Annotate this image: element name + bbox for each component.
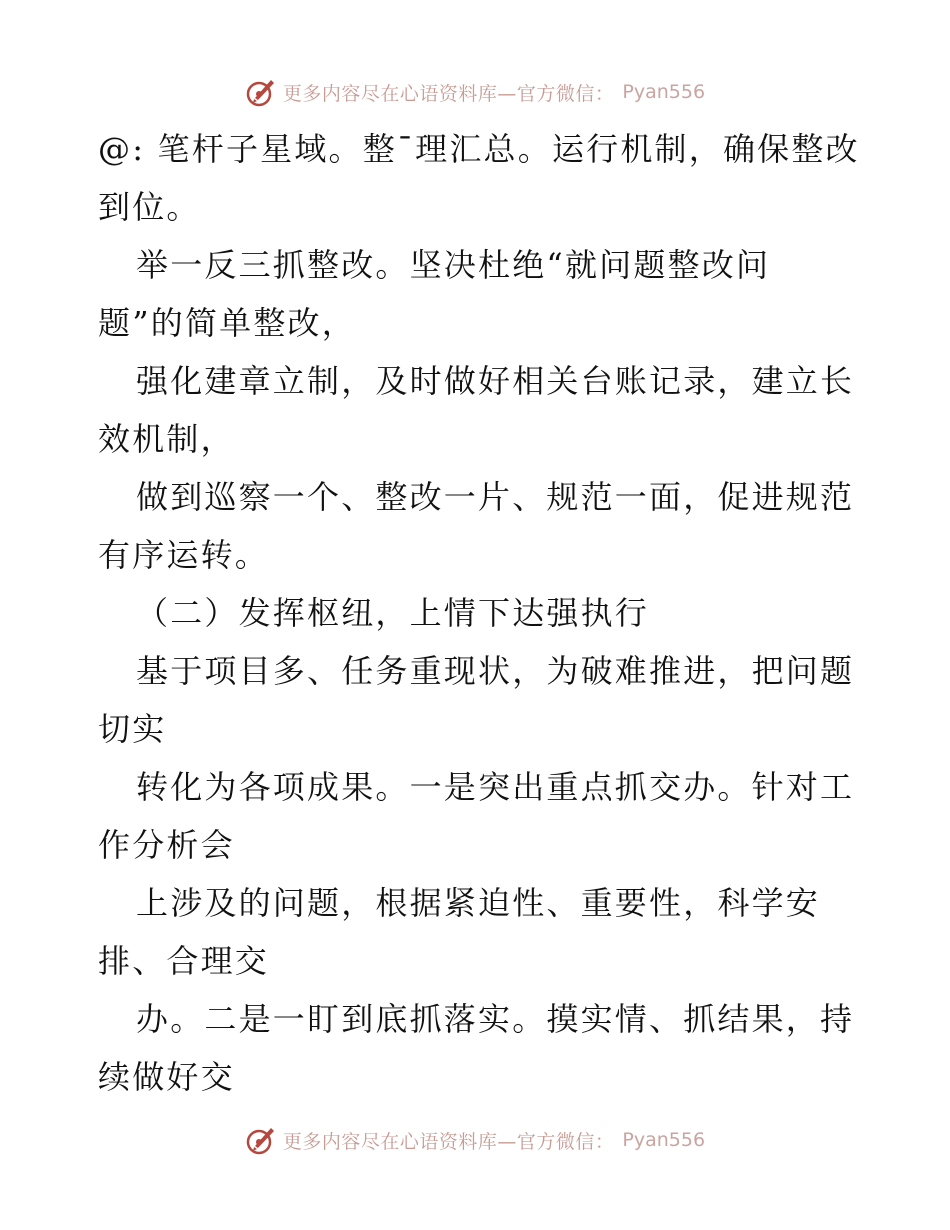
section-heading: （二）发挥枢纽，上情下达强执行 [136, 594, 650, 632]
text-line: @: 笔杆子星域。整¯理汇总。运行机制，确保整改 [98, 130, 860, 168]
text-line: 做到巡察一个、整改一片、规范一面，促进规范 [136, 478, 855, 516]
watermark-text: 更多内容尽在心语资料库—官方微信： [282, 1130, 615, 1153]
text-line: 上涉及的问题，根据紧迫性、重要性，科学安 [136, 884, 821, 922]
text-line: 效机制， [98, 420, 235, 458]
text-line: 作分析会 [98, 826, 235, 864]
watermark-id: Pyan556 [622, 1129, 706, 1151]
text-line: 题”的简单整改， [98, 304, 356, 342]
footer-watermark [0, 1120, 950, 1160]
text-line: 转化为各项成果。一是突出重点抓交办。针对工 [136, 768, 855, 806]
quill-logo-icon [245, 76, 277, 108]
header-watermark [0, 72, 950, 112]
quill-logo-icon [245, 1124, 277, 1156]
document-body [98, 120, 858, 1106]
watermark-text: 更多内容尽在心语资料库—官方微信： [282, 82, 615, 105]
text-line: 基于项目多、任务重现状，为破难推进，把问题 [136, 652, 855, 690]
text-line: 办。二是一盯到底抓落实。摸实情、抓结果，持 [136, 1000, 855, 1038]
text-line: 有序运转。 [98, 536, 270, 574]
text-line: 排、合理交 [98, 942, 270, 980]
watermark-id: Pyan556 [622, 81, 706, 103]
text-line: 举一反三抓整改。坚决杜绝“就问题整改问 [136, 246, 771, 284]
text-line: 续做好交 [98, 1058, 235, 1096]
text-line: 强化建章立制，及时做好相关台账记录，建立长 [136, 362, 855, 400]
text-line: 切实 [98, 710, 167, 748]
text-line: 到位。 [98, 188, 201, 226]
